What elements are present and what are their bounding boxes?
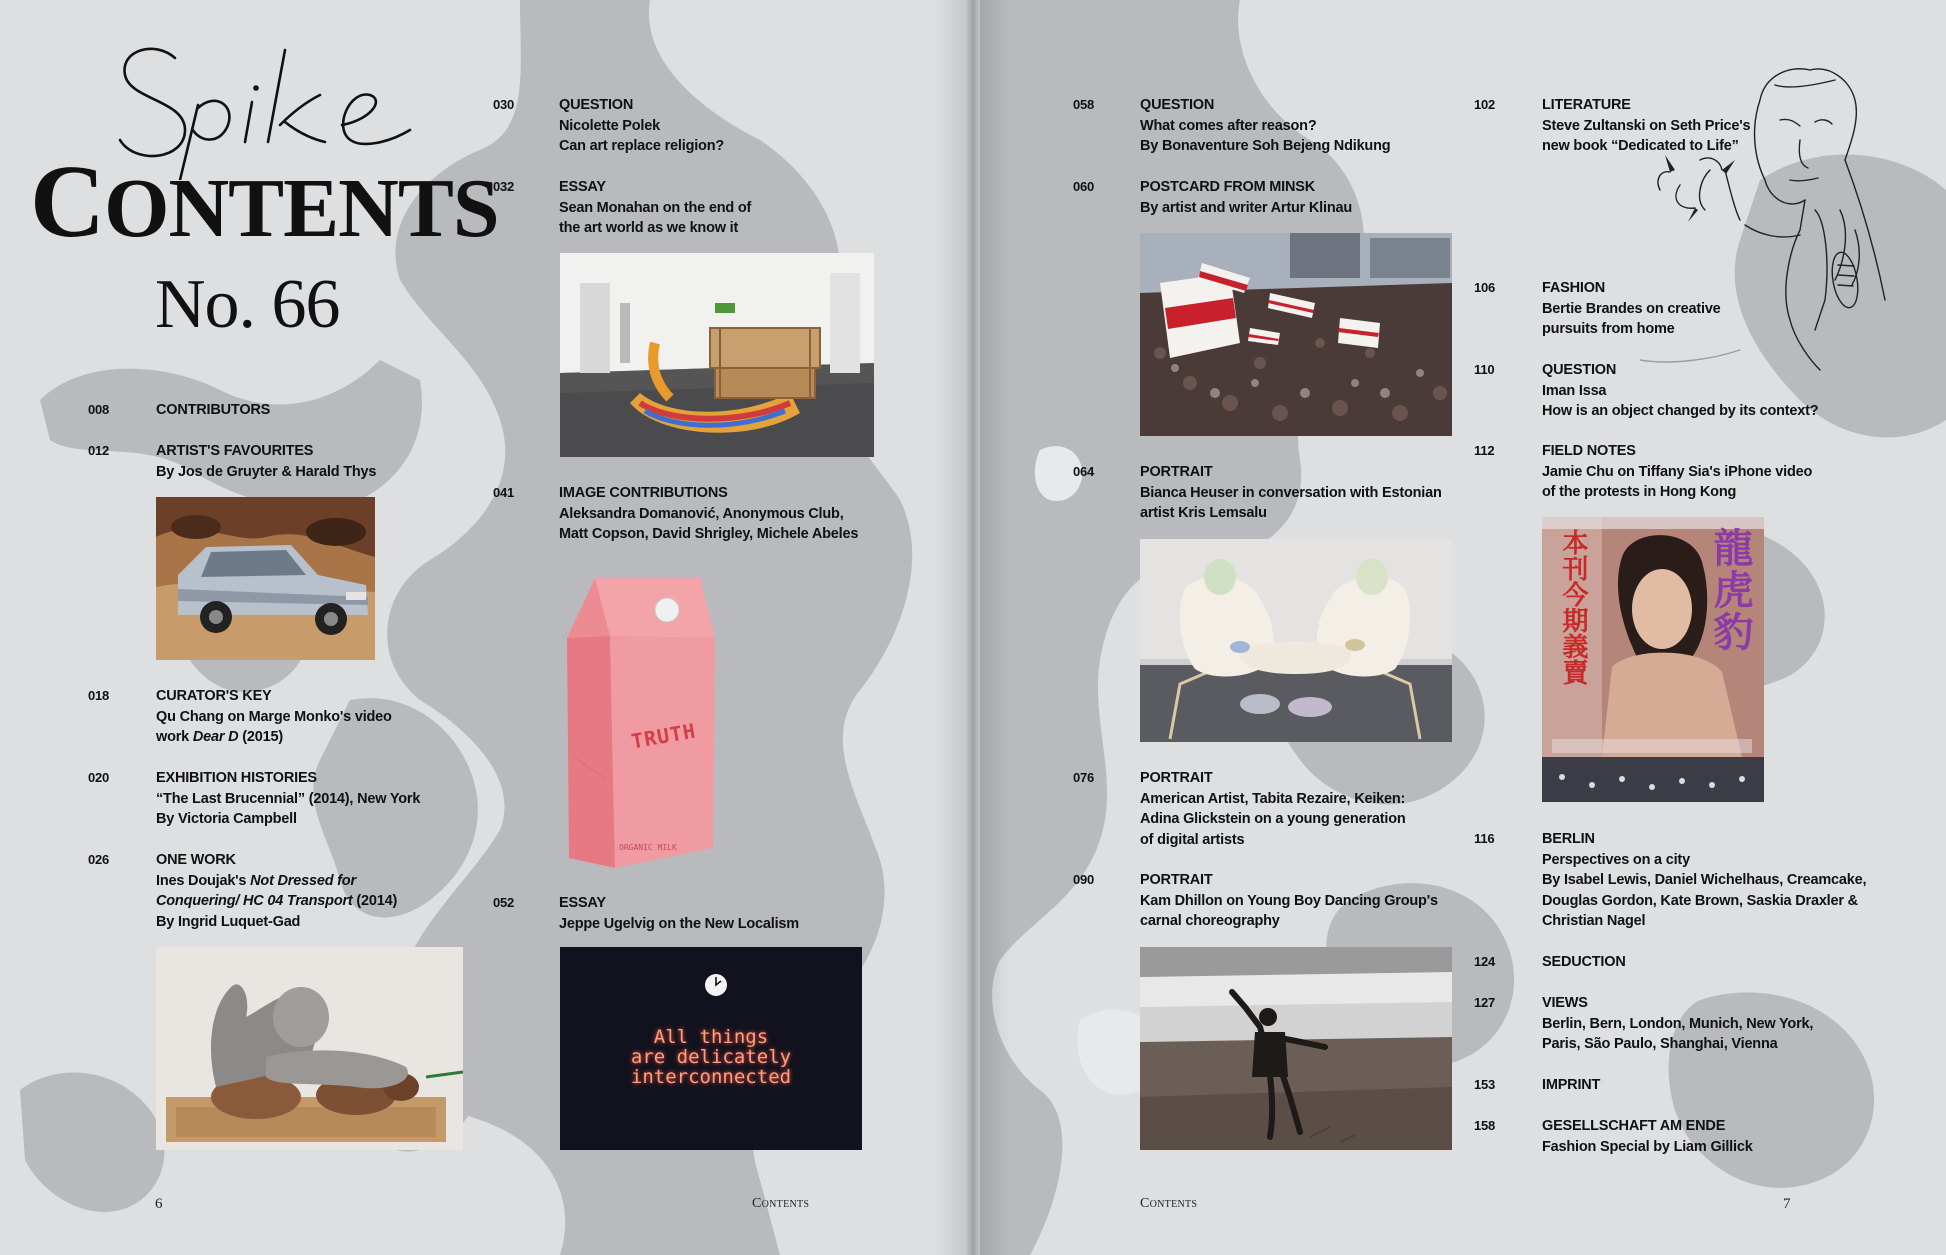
section-title: FIELD NOTES <box>1542 443 1636 459</box>
entry-description: Iman Issa <box>1542 382 1607 399</box>
page-number: 106 <box>1474 280 1496 295</box>
entry-description: the art world as we know it <box>559 220 739 236</box>
entry-description: American Artist, Tabita Rezaire, Keiken: <box>1140 790 1406 807</box>
section-title: ESSAY <box>559 179 606 195</box>
entry-description: Adina Glickstein on a young generation <box>1140 811 1406 827</box>
section-title: BERLIN <box>1542 831 1595 847</box>
section-title: POSTCARD FROM MINSK <box>1140 179 1316 195</box>
magazine-title: 龍虎豹 <box>1707 527 1753 653</box>
entry-description: By artist and writer Artur Klinau <box>1140 199 1353 216</box>
truth-carton-drawing <box>555 578 720 870</box>
entry-description: What comes after reason? <box>1140 117 1317 134</box>
entry-description: artist Kris Lemsalu <box>1140 505 1267 521</box>
page-number: 018 <box>88 688 110 703</box>
dancer-beach-photo <box>1140 947 1452 1150</box>
section-title: EXHIBITION HISTORIES <box>156 770 317 786</box>
sculpture-photo <box>156 947 463 1150</box>
page-number: 030 <box>493 97 515 112</box>
magazine-side-text: 本刊今期義賣 <box>1558 529 1588 685</box>
entry-description: By Ingrid Luquet-Gad <box>156 913 301 930</box>
page-number: 110 <box>1474 362 1495 377</box>
entry-description: Berlin, Bern, London, Munich, New York, <box>1542 1015 1814 1032</box>
clock-icon <box>704 973 728 997</box>
entry-description: work Dear D (2015) <box>156 729 283 745</box>
section-title: PORTRAIT <box>1140 770 1213 786</box>
page-number: 012 <box>88 443 110 458</box>
entry-description: carnal choreography <box>1140 913 1280 929</box>
page-number: 064 <box>1073 464 1095 479</box>
running-head: Contents <box>1140 1196 1198 1211</box>
entry-description: By Jos de Gruyter & Harald Thys <box>156 463 377 480</box>
minsk-protest-photo <box>1140 233 1452 436</box>
section-title: PORTRAIT <box>1140 872 1213 888</box>
magazine-cover-photo <box>1542 517 1764 802</box>
page-number: 020 <box>88 770 110 785</box>
page-number: 026 <box>88 852 110 867</box>
entry-description: Can art replace religion? <box>559 138 725 154</box>
section-title: QUESTION <box>1542 362 1617 378</box>
section-title: SEDUCTION <box>1542 954 1626 970</box>
section-title: FASHION <box>1542 280 1606 296</box>
page-number: 060 <box>1073 179 1095 194</box>
section-title: IMAGE CONTRIBUTIONS <box>559 485 728 501</box>
gutter-shadow <box>935 0 1011 1255</box>
fur-chairs-sculpture-photo <box>1140 539 1452 742</box>
entry-description: Bertie Brandes on creative <box>1542 300 1721 317</box>
page-number: 116 <box>1474 831 1495 846</box>
car-photo <box>156 497 375 660</box>
page-number: 102 <box>1474 97 1496 112</box>
entry-description: Douglas Gordon, Kate Brown, Saskia Draxler & <box>1542 892 1858 909</box>
entry-description: Perspectives on a city <box>1542 851 1690 868</box>
section-title: ESSAY <box>559 895 606 911</box>
page-number: 127 <box>1474 995 1496 1010</box>
entry-description: Christian Nagel <box>1542 913 1646 929</box>
section-title: VIEWS <box>1542 995 1588 1011</box>
carton-label: TRUTH <box>629 718 698 754</box>
page-number: 124 <box>1474 954 1496 969</box>
entry-description: Aleksandra Domanović, Anonymous Club, <box>559 505 844 522</box>
page-number: 008 <box>88 402 110 417</box>
page-number: 153 <box>1474 1077 1496 1092</box>
page-number: 112 <box>1474 443 1495 458</box>
led-message: All things are delicately interconnected <box>630 1026 792 1088</box>
section-title: ONE WORK <box>156 852 236 868</box>
entry-description: By Bonaventure Soh Bejeng Ndikung <box>1140 138 1391 154</box>
entry-description: Jeppe Ugelvig on the New Localism <box>559 915 799 932</box>
entry-description: Matt Copson, David Shrigley, Michele Abeles <box>559 526 859 542</box>
page-number: 032 <box>493 179 515 194</box>
entry-description: new book “Dedicated to Life” <box>1542 138 1739 154</box>
entry-description: of digital artists <box>1140 831 1245 848</box>
gallery-installation-photo <box>560 253 874 457</box>
entry-description: How is an object changed by its context? <box>1542 403 1819 419</box>
page-number: 158 <box>1474 1118 1496 1133</box>
entry-description: Jamie Chu on Tiffany Sia's iPhone video <box>1542 463 1813 480</box>
entry-description: Kam Dhillon on Young Boy Dancing Group's <box>1140 892 1438 909</box>
entry-description: Nicolette Polek <box>559 117 660 134</box>
entry-description: Bianca Heuser in conversation with Estonian <box>1140 484 1442 501</box>
page-number: 058 <box>1073 97 1095 112</box>
entry-description: Qu Chang on Marge Monko's video <box>156 708 392 725</box>
section-title: ARTIST'S FAVOURITES <box>156 443 314 459</box>
entry-description: Paris, São Paulo, Shanghai, Vienna <box>1542 1036 1778 1052</box>
running-head: Contents <box>752 1196 810 1211</box>
entry-description: of the protests in Hong Kong <box>1542 484 1737 500</box>
section-title: GESELLSCHAFT AM ENDE <box>1542 1118 1726 1134</box>
entry-description: Sean Monahan on the end of <box>559 199 752 216</box>
page-number: 052 <box>493 895 515 910</box>
page-number: 041 <box>493 485 515 500</box>
entry-description: Steve Zultanski on Seth Price's <box>1542 117 1751 134</box>
section-title: QUESTION <box>1140 97 1215 113</box>
entry-description: Fashion Special by Liam Gillick <box>1542 1138 1753 1155</box>
section-title: PORTRAIT <box>1140 464 1213 480</box>
page-folio: 7 <box>1783 1196 1791 1212</box>
entry-description: By Isabel Lewis, Daniel Wichelhaus, Creamcake, <box>1542 872 1867 888</box>
entry-description: Ines Doujak's Not Dressed for <box>156 872 356 889</box>
led-sign-photo <box>560 947 862 1150</box>
entry-description: “The Last Brucennial” (2014), New York <box>156 790 421 807</box>
entry-description: Conquering/ HC 04 Transport (2014) <box>156 893 398 909</box>
entry-description: By Victoria Campbell <box>156 811 297 827</box>
section-title: IMPRINT <box>1542 1077 1601 1093</box>
section-title: CURATOR'S KEY <box>156 688 272 704</box>
contents-title: CONTENTS <box>30 144 499 259</box>
page-folio: 6 <box>155 1196 163 1212</box>
page-number: 076 <box>1073 770 1095 785</box>
svg-text:ORGANIC MILK: ORGANIC MILK <box>619 843 677 852</box>
section-title: CONTRIBUTORS <box>156 402 271 418</box>
entry-description: pursuits from home <box>1542 321 1675 337</box>
issue-number: No. 66 <box>155 266 340 343</box>
section-title: QUESTION <box>559 97 634 113</box>
section-title: LITERATURE <box>1542 97 1631 113</box>
page-number: 090 <box>1073 872 1095 887</box>
